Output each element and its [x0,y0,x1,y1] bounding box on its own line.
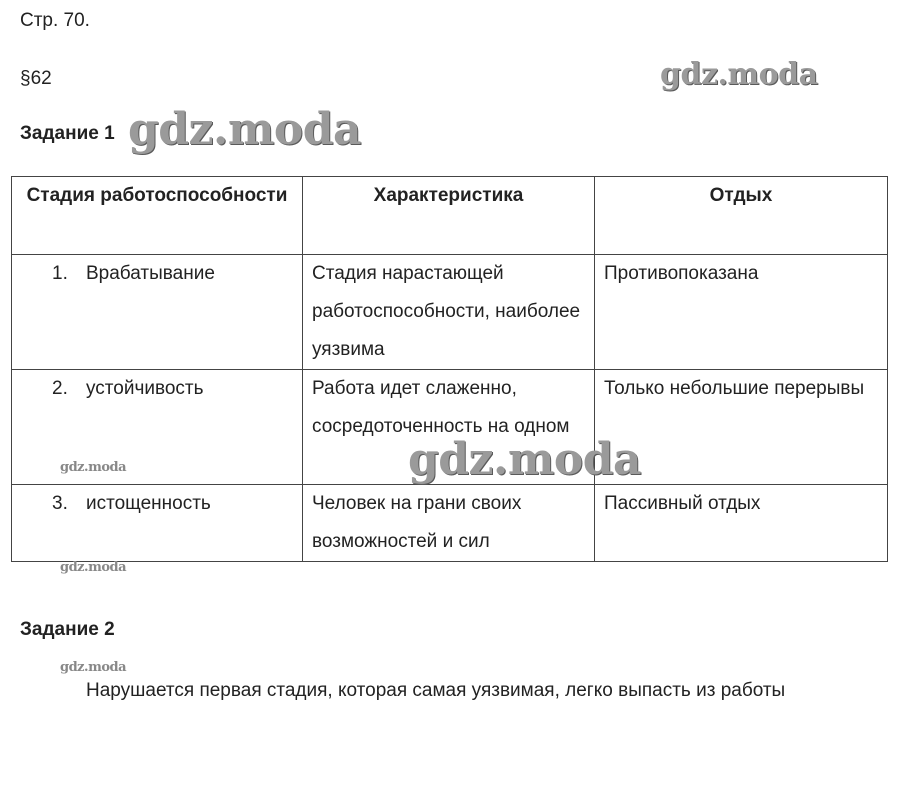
stages-table [11,176,888,562]
section-number: §62 [20,68,52,89]
task1-heading: Задание 1 [20,123,115,144]
characteristic-cell: Человек на грани своих возможностей и сил [303,485,595,562]
watermark-logo: gdz.moda [408,434,642,485]
task2-heading: Задание 2 [20,619,115,640]
stage-number: 2. [52,378,68,399]
rest-cell: Противопоказана [595,255,888,370]
table-row [12,485,888,562]
column-header-characteristic: Характеристика [303,177,595,255]
characteristic-cell: Работа идет слаженно, сосредоточенность на одном [303,370,595,485]
rest-cell: Только небольшие перерывы [595,370,888,485]
characteristic-cell: Стадия нарастающей работоспособности, наиболее уязвима [303,255,595,370]
stage-name: Врабатывание [86,263,215,284]
watermark-logo: gdz.moda [60,460,127,475]
watermark-logo: gdz.moda [60,560,127,575]
column-header-stage: Стадия работоспособности [12,177,303,255]
rest-cell: Пассивный отдых [595,485,888,562]
table-header-row [12,177,888,255]
stage-cell [12,255,303,370]
stage-cell [12,370,303,485]
page-number: Стр. 70. [20,10,90,31]
stage-name: устойчивость [86,378,204,399]
task2-answer: Нарушается первая стадия, которая самая уязвимая, легко выпасть из работы [86,680,786,701]
column-header-rest: Отдых [595,177,888,255]
stage-number: 1. [52,263,68,284]
watermark-logo: gdz.moda [660,57,818,92]
watermark-logo: gdz.moda [128,104,362,155]
stage-cell [12,485,303,562]
stage-name: истощенность [86,493,211,514]
stage-number: 3. [52,493,68,514]
watermark-logo: gdz.moda [60,660,127,675]
table-row [12,255,888,370]
